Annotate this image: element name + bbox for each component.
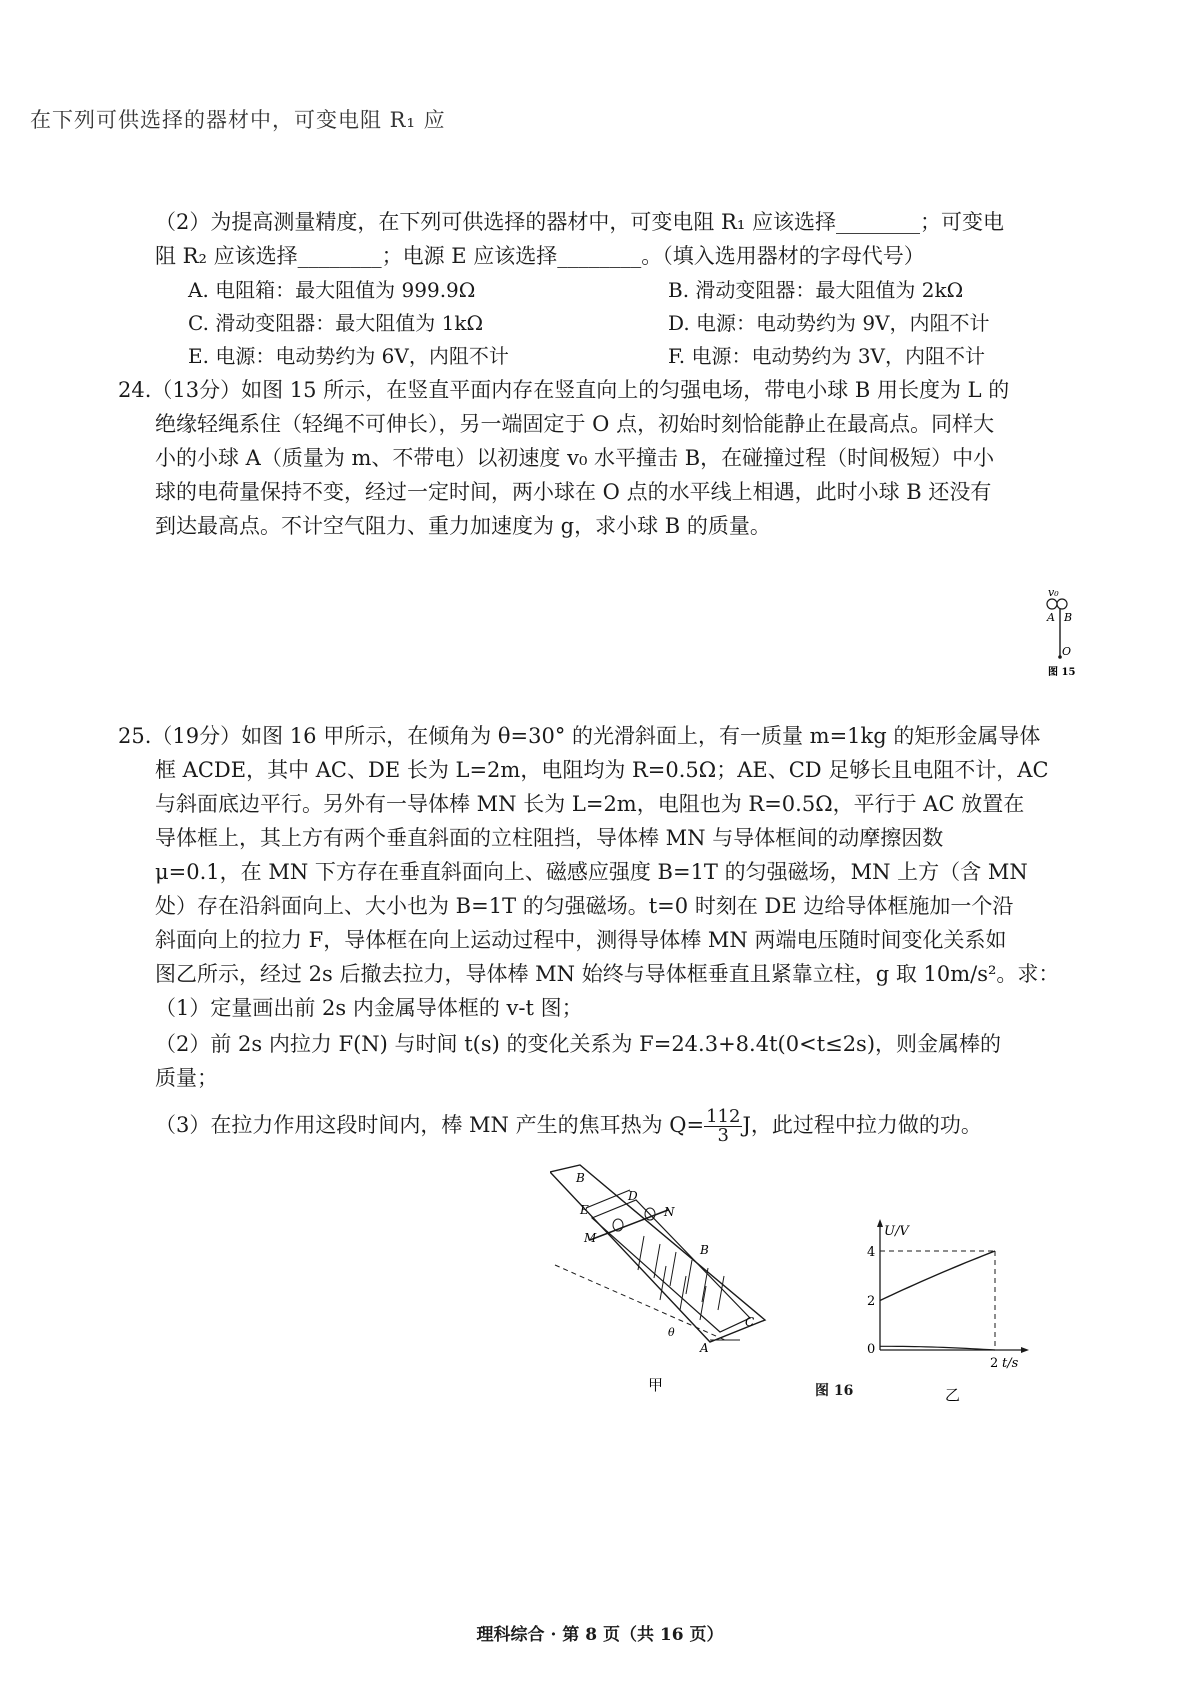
q25-sub1: （1）定量画出前 2s 内金属导体框的 v-t 图； [155, 996, 583, 1020]
figure-16-jia [550, 1160, 800, 1405]
ball-a [1047, 599, 1057, 609]
fig-jia-b-mid: B [700, 1243, 709, 1257]
fig-jia-b-top: B [576, 1171, 585, 1185]
x-tick-2: 2 [990, 1356, 999, 1371]
fig-jia-e: E [580, 1203, 589, 1217]
fig15-o-label: O [1062, 645, 1072, 658]
fig-jia-caption: 甲 [648, 1376, 664, 1394]
q25-line5: μ=0.1，在 MN 下方存在垂直斜面向上、磁感应强度 B=1T 的匀强磁场，MN 上方（含 MN [155, 860, 1028, 884]
q25-sub2-line1: （2）前 2s 内拉力 F(N) 与时间 t(s) 的变化关系为 F=24.3+8.4t(0<t≤2s)，则金属棒的 [155, 1032, 1002, 1056]
q23-part2-line1: （2）为提高测量精度，在下列可供选择的器材中，可变电阻 R₁ 应该选择________；可变电 [155, 210, 1004, 234]
figure-16-yi [855, 1215, 1065, 1415]
ball-b [1057, 599, 1067, 609]
fig16-caption: 图 16 [815, 1383, 854, 1399]
q24-line1: 24.（13分）如图 15 所示，在竖直平面内存在竖直向上的匀强电场，带电小球 B 用长度为 L 的 [118, 378, 1010, 402]
fig-yi-caption: 乙 [945, 1386, 961, 1404]
option-f: F. 电源：电动势约为 3V，内阻不计 [668, 344, 986, 368]
page-footer: 理科综合 · 第 8 页（共 16 页） [476, 1625, 724, 1645]
q25-sub3-numerator: 112 [706, 1106, 741, 1127]
q25-line7: 斜面向上的拉力 F，导体框在向上运动过程中，测得导体棒 MN 两端电压随时间变化关系如 [155, 928, 1007, 952]
fig-jia-a: A [700, 1341, 709, 1355]
q25-line4: 导体框上，其上方有两个垂直斜面的立柱阻挡，导体棒 MN 与导体框间的动摩擦因数 [155, 826, 944, 850]
fig15-b-label: B [1064, 611, 1073, 624]
origin-label: 0 [867, 1342, 876, 1357]
y-axis-label: U/V [884, 1224, 909, 1239]
q25-sub3 [155, 1108, 982, 1145]
fig-jia-d: D [628, 1189, 638, 1203]
fig15-v0-label: v₀ [1048, 586, 1059, 599]
option-a: A. 电阻箱：最大阻值为 999.9Ω [188, 278, 476, 302]
q25-sub3-post: J，此过程中拉力做的功。 [742, 1113, 982, 1137]
fig-jia-m: M [584, 1231, 597, 1245]
option-b: B. 滑动变阻器：最大阻值为 2kΩ [668, 278, 964, 302]
q25-line6: 处）存在沿斜面向上、大小也为 B=1T 的匀强磁场。t=0 时刻在 DE 边给导体框施加一个沿 [155, 894, 1014, 918]
incline-base-dashed [555, 1265, 725, 1340]
fig15-caption: 图 15 [1048, 667, 1076, 678]
q25-line2: 框 ACDE，其中 AC、DE 长为 L=2m，电阻均为 R=0.5Ω；AE、CD 足够长且电阻不计，AC [155, 758, 1049, 782]
q23-part2-line2: 阻 R₂ 应该选择________；电源 E 应该选择________。（填入选用器材的字母代号） [155, 244, 925, 268]
q24-line4: 球的电荷量保持不变，经过一定时间，两小球在 O 点的水平线上相遇，此时小球 B 还没有 [155, 480, 992, 504]
option-d: D. 电源：电动势约为 9V，内阻不计 [668, 311, 990, 335]
fig15-a-label: A [1047, 611, 1055, 624]
q25-line3: 与斜面底边平行。另外有一导体棒 MN 长为 L=2m，电阻也为 R=0.5Ω，平行于 AC 放置在 [155, 792, 1025, 816]
q25-line8: 图乙所示，经过 2s 后撤去拉力，导体棒 MN 始终与导体框垂直且紧靠立柱，g 取 10m/s²。求： [155, 962, 1060, 986]
q24-line5: 到达最高点。不计空气阻力、重力加速度为 g，求小球 B 的质量。 [155, 514, 771, 538]
y-axis-arrow [877, 1219, 883, 1227]
u-t-curve [880, 1251, 995, 1301]
x-axis-label: t/s [1002, 1356, 1019, 1371]
y-tick-2: 2 [867, 1294, 876, 1309]
q24-line3: 小的小球 A（质量为 m、不带电）以初速度 v₀ 水平撞击 B，在碰撞过程（时间极短）中小 [155, 446, 995, 470]
incline-plane [550, 1165, 765, 1342]
y-tick-4: 4 [867, 1245, 876, 1260]
option-c: C. 滑动变阻器：最大阻值为 1kΩ [188, 311, 484, 335]
q25-sub2-line2: 质量； [155, 1066, 218, 1090]
header-fragment: 在下列可供选择的器材中，可变电阻 R₁ 应 [30, 108, 446, 132]
x-axis-arrow [1021, 1347, 1029, 1353]
fig-jia-n: N [664, 1205, 675, 1219]
q25-sub3-denominator: 3 [717, 1125, 729, 1146]
fig-jia-theta: θ [668, 1326, 675, 1339]
q25-line1: 25.（19分）如图 16 甲所示，在倾角为 θ=30° 的光滑斜面上，有一质量 m=1kg 的矩形金属导体 [118, 724, 1041, 748]
q24-line2: 绝缘轻绳系住（轻绳不可伸长），另一端固定于 O 点，初始时刻恰能静止在最高点。同样大 [155, 412, 995, 436]
fig-jia-c: C [745, 1315, 755, 1329]
figure-15 [1030, 585, 1100, 680]
q25-sub3-fraction [704, 1108, 742, 1145]
option-e: E. 电源：电动势约为 6V，内阻不计 [188, 344, 509, 368]
q25-sub3-pre: （3）在拉力作用这段时间内，棒 MN 产生的焦耳热为 Q= [155, 1113, 705, 1137]
